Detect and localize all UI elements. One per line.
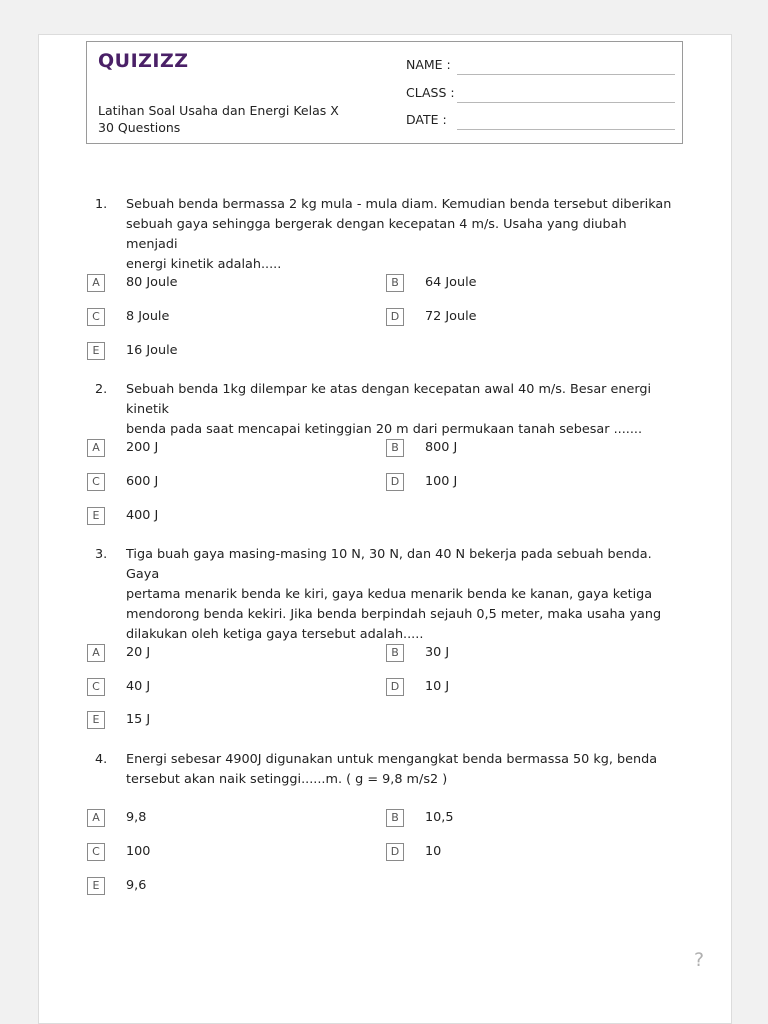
question-text [126, 195, 681, 275]
question-line: mendorong benda kekiri. Jika benda berpindah sejauh 0,5 meter, maka usaha yang [126, 607, 662, 622]
option-letter-box: D [386, 678, 404, 696]
option-letter-box: A [87, 439, 105, 457]
question-line: Energi sebesar 4900J digunakan untuk mengangkat benda bermassa 50 kg, benda [126, 752, 658, 767]
option-text: 10 [425, 844, 442, 859]
question-number: 1. [95, 197, 108, 212]
question-line: Tiga buah gaya masing-masing 10 N, 30 N, dan 40 N bekerja pada sebuah benda. Gaya [126, 547, 652, 582]
option-letter-box: A [87, 274, 105, 292]
question-text [126, 750, 681, 790]
date-label: DATE : [406, 112, 447, 127]
option-letter-box: B [386, 809, 404, 827]
option-text: 800 J [425, 440, 458, 455]
quizizz-logo: QUIZIZZ [98, 50, 189, 72]
option-letter-box: E [87, 711, 105, 729]
option-text: 10 J [425, 679, 450, 694]
option-text: 40 J [126, 679, 151, 694]
option-letter-box: C [87, 843, 105, 861]
option-text: 16 Joule [126, 343, 178, 358]
question-line: sebuah gaya sehingga bergerak dengan kecepatan 4 m/s. Usaha yang diubah menjadi [126, 217, 627, 252]
question-line: pertama menarik benda ke kiri, gaya kedua menarik benda ke kanan, gaya ketiga [126, 587, 653, 602]
help-icon[interactable]: ? [694, 949, 705, 971]
option-letter-box: B [386, 644, 404, 662]
option-text: 20 J [126, 645, 151, 660]
option-text: 8 Joule [126, 309, 170, 324]
option-letter-box: A [87, 809, 105, 827]
question-number: 3. [95, 547, 108, 562]
question-line: energi kinetik adalah..... [126, 257, 282, 272]
option-letter-box: C [87, 473, 105, 491]
option-letter-box: C [87, 308, 105, 326]
question-number: 4. [95, 752, 108, 767]
question-text [126, 545, 681, 645]
option-letter-box: E [87, 342, 105, 360]
option-text: 30 J [425, 645, 450, 660]
class-label: CLASS : [406, 85, 455, 100]
option-text: 100 [126, 844, 151, 859]
question-number: 2. [95, 382, 108, 397]
option-text: 72 Joule [425, 309, 477, 324]
class-field[interactable] [457, 102, 675, 103]
option-letter-box: D [386, 308, 404, 326]
question-line: Sebuah benda 1kg dilempar ke atas dengan kecepatan awal 40 m/s. Besar energi kinetik [126, 382, 652, 417]
option-text: 15 J [126, 712, 151, 727]
option-letter-box: D [386, 473, 404, 491]
option-letter-box: A [87, 644, 105, 662]
question-line: tersebut akan naik setinggi......m. ( g = 9,8 m/s2 ) [126, 772, 448, 787]
question-line: dilakukan oleh ketiga gaya tersebut adalah..... [126, 627, 424, 642]
option-letter-box: E [87, 507, 105, 525]
date-field[interactable] [457, 129, 675, 130]
question-line: benda pada saat mencapai ketinggian 20 m dari permukaan tanah sebesar ....... [126, 422, 643, 437]
option-text: 600 J [126, 474, 159, 489]
option-text: 100 J [425, 474, 458, 489]
question-count: 30 Questions [98, 120, 181, 135]
option-letter-box: B [386, 274, 404, 292]
worksheet-header [86, 41, 683, 144]
worksheet-page [38, 34, 732, 1024]
name-label: NAME : [406, 57, 451, 72]
option-letter-box: B [386, 439, 404, 457]
option-text: 80 Joule [126, 275, 178, 290]
question-line: Sebuah benda bermassa 2 kg mula - mula diam. Kemudian benda tersebut diberikan [126, 197, 672, 212]
worksheet-title: Latihan Soal Usaha dan Energi Kelas X [98, 103, 339, 118]
option-letter-box: C [87, 678, 105, 696]
name-field[interactable] [457, 74, 675, 75]
option-letter-box: D [386, 843, 404, 861]
option-text: 9,8 [126, 810, 147, 825]
option-text: 9,6 [126, 878, 147, 893]
option-text: 200 J [126, 440, 159, 455]
question-text [126, 380, 681, 440]
option-text: 64 Joule [425, 275, 477, 290]
option-text: 400 J [126, 508, 159, 523]
option-text: 10,5 [425, 810, 454, 825]
option-letter-box: E [87, 877, 105, 895]
